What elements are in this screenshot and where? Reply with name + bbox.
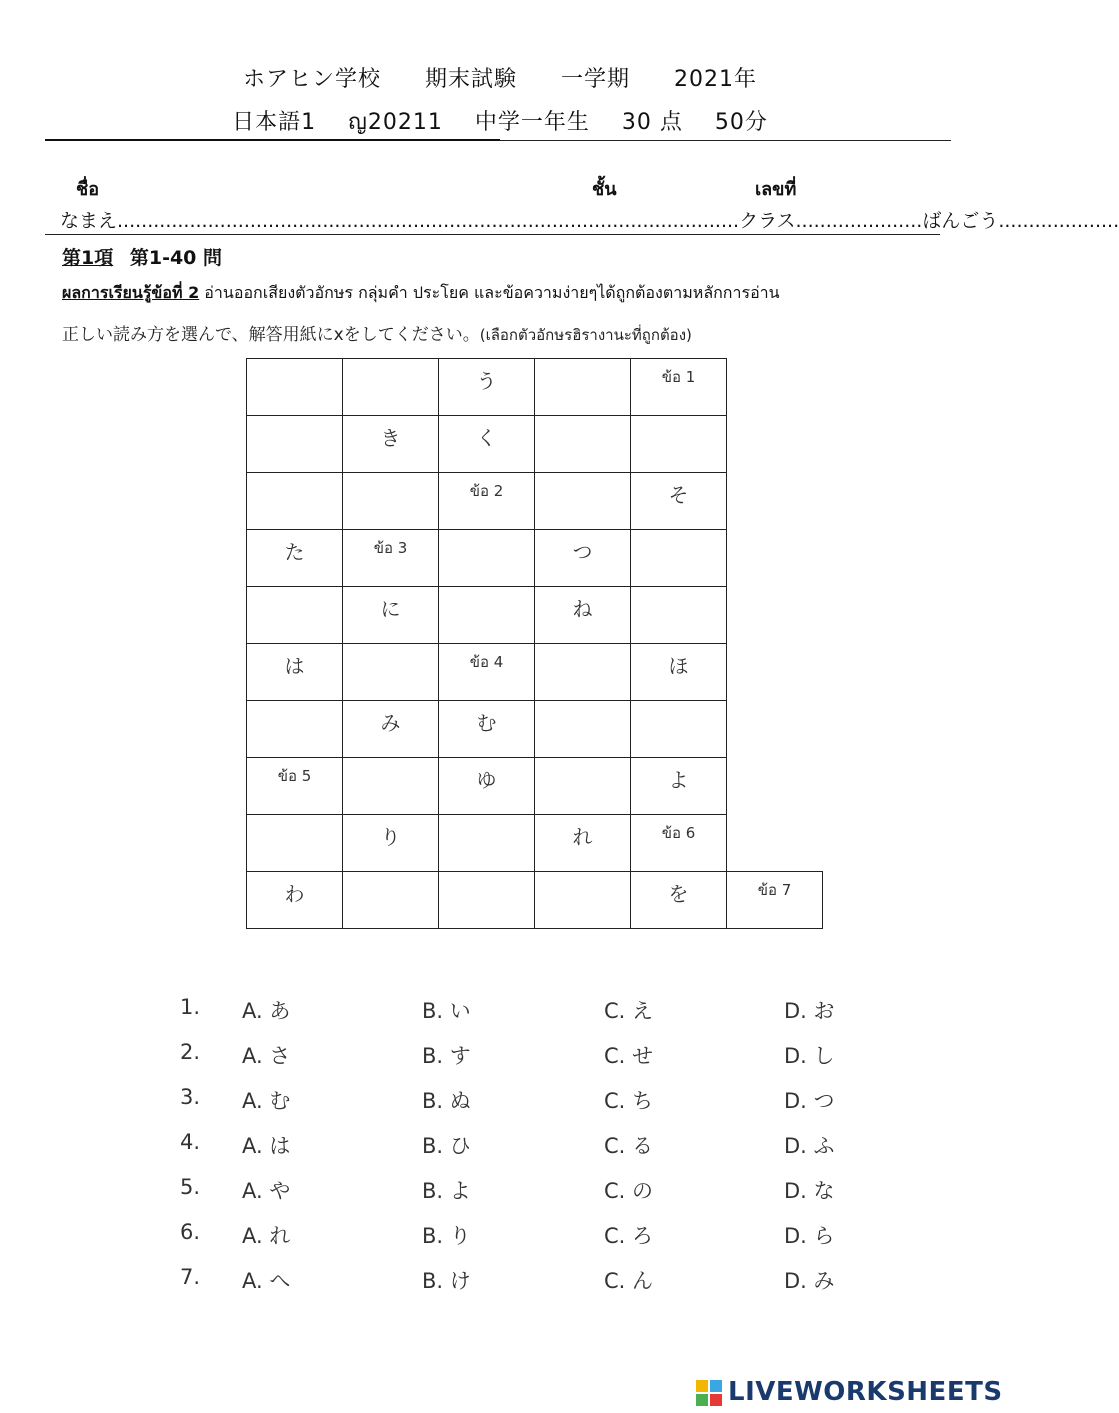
grid-row — [247, 872, 823, 929]
section-title: 第1項 — [62, 247, 114, 269]
logo-text: LIVEWORKSHEETS — [728, 1377, 1003, 1407]
grid-empty-space — [727, 416, 823, 473]
grid-cell — [439, 872, 535, 929]
grid-cell: に — [343, 587, 439, 644]
choice-c[interactable]: C. ろ — [604, 1224, 654, 1248]
course-code: ญ20211 — [348, 110, 443, 135]
grid-empty-space — [727, 530, 823, 587]
question-number: 2. — [180, 1040, 201, 1064]
grid-empty-space — [727, 587, 823, 644]
grid-cell — [631, 530, 727, 587]
instruction-th: (เลือกตัวอักษรฮิรางานะที่ถูกต้อง) — [479, 326, 692, 344]
points: 30 点 — [621, 110, 683, 135]
grid-cell — [535, 359, 631, 416]
choice-a[interactable]: A. む — [242, 1089, 291, 1113]
exam-name: 期末試験 — [424, 67, 517, 92]
grid-cell: ข้อ 1 — [631, 359, 727, 416]
question-row — [180, 1215, 880, 1260]
grid-cell: う — [439, 359, 535, 416]
choice-b[interactable]: B. す — [422, 1044, 471, 1068]
grid-empty-space — [727, 473, 823, 530]
grid-row — [247, 701, 823, 758]
objective-text: อ่านออกเสียงตัวอักษร กลุ่มคำ ประโยค และข้อความง่ายๆได้ถูกต้องตามหลักการอ่าน — [199, 283, 780, 302]
question-number: 3. — [180, 1085, 201, 1109]
grid-cell: よ — [631, 758, 727, 815]
choice-c[interactable]: C. ん — [604, 1269, 654, 1293]
choice-b[interactable]: B. ぬ — [422, 1089, 471, 1113]
question-row — [180, 1260, 880, 1305]
grid-cell: ข้อ 2 — [439, 473, 535, 530]
choice-a[interactable]: A. は — [242, 1134, 291, 1158]
choice-a[interactable]: A. や — [242, 1179, 291, 1203]
choice-d[interactable]: D. し — [784, 1044, 835, 1068]
grid-cell: き — [343, 416, 439, 473]
choice-c[interactable]: C. え — [604, 999, 654, 1023]
hiragana-grid — [246, 358, 823, 929]
grid-cell — [631, 587, 727, 644]
grid-empty-space — [727, 359, 823, 416]
grid-cell — [631, 416, 727, 473]
grid-cell: ゆ — [439, 758, 535, 815]
exam-header-line2 — [0, 104, 1000, 139]
grid-row — [247, 758, 823, 815]
grid-cell: ほ — [631, 644, 727, 701]
grid-cell — [535, 416, 631, 473]
choice-d[interactable]: D. ら — [784, 1224, 835, 1248]
grid-cell: わ — [247, 872, 343, 929]
grid-empty-space — [727, 644, 823, 701]
choice-d[interactable]: D. つ — [784, 1089, 835, 1113]
grid-cell — [343, 473, 439, 530]
year: 2021年 — [674, 67, 758, 92]
choice-d[interactable]: D. み — [784, 1269, 835, 1293]
grid-row — [247, 530, 823, 587]
section-heading — [62, 243, 222, 270]
grid-cell — [247, 815, 343, 872]
info-divider — [45, 234, 940, 235]
grid-row — [247, 587, 823, 644]
grid-cell — [247, 416, 343, 473]
grid-row — [247, 359, 823, 416]
instruction-jp: 正しい読み方を選んで、解答用紙にxをしてください。 — [62, 325, 480, 345]
grid-cell — [535, 872, 631, 929]
section-range: 第1-40 問 — [129, 247, 223, 269]
choice-a[interactable]: A. へ — [242, 1269, 291, 1293]
student-info-row[interactable]: なまえ.......................................................................................................クラス.....................ばんごう.................... — [60, 210, 1119, 232]
grid-cell: り — [343, 815, 439, 872]
choice-b[interactable]: B. り — [422, 1224, 471, 1248]
grid-cell — [631, 701, 727, 758]
grid-cell — [247, 701, 343, 758]
choice-a[interactable]: A. さ — [242, 1044, 291, 1068]
grid-row — [247, 644, 823, 701]
grid-cell: つ — [535, 530, 631, 587]
grid-cell: ข้อ 7 — [727, 872, 823, 929]
question-row — [180, 990, 880, 1035]
choice-c[interactable]: C. の — [604, 1179, 654, 1203]
grid-cell — [343, 644, 439, 701]
grid-cell — [247, 473, 343, 530]
grade-level: 中学一年生 — [474, 110, 590, 135]
grid-row — [247, 473, 823, 530]
duration: 50分 — [714, 110, 768, 135]
grid-cell — [439, 815, 535, 872]
grid-cell: ข้อ 5 — [247, 758, 343, 815]
answer-choices — [180, 990, 880, 1305]
subject: 日本語1 — [232, 110, 317, 135]
term: 一学期 — [561, 67, 631, 92]
learning-objective — [62, 281, 780, 306]
grid-cell: ข้อ 3 — [343, 530, 439, 587]
exam-header-line1 — [0, 62, 1000, 93]
question-row — [180, 1035, 880, 1080]
choice-b[interactable]: B. け — [422, 1269, 471, 1293]
choice-a[interactable]: A. あ — [242, 999, 291, 1023]
grid-cell: れ — [535, 815, 631, 872]
question-row — [180, 1080, 880, 1125]
question-number: 6. — [180, 1220, 201, 1244]
number-label-th: เลขที่ — [755, 179, 797, 200]
grid-cell: ข้อ 6 — [631, 815, 727, 872]
grid-cell — [535, 473, 631, 530]
choice-d[interactable]: D. な — [784, 1179, 835, 1203]
grid-cell: む — [439, 701, 535, 758]
choice-b[interactable]: B. ひ — [422, 1134, 471, 1158]
choice-b[interactable]: B. い — [422, 999, 471, 1023]
question-number: 4. — [180, 1130, 201, 1154]
grid-cell — [343, 758, 439, 815]
school-name: ホアヒン学校 — [242, 67, 381, 92]
grid-cell: ね — [535, 587, 631, 644]
logo-blocks-icon — [696, 1380, 722, 1406]
grid-cell — [535, 701, 631, 758]
choice-c[interactable]: C. せ — [604, 1044, 654, 1068]
choice-c[interactable]: C. ち — [604, 1089, 654, 1113]
grid-cell — [247, 359, 343, 416]
grid-cell — [439, 587, 535, 644]
grid-cell — [343, 359, 439, 416]
choice-d[interactable]: D. お — [784, 999, 835, 1023]
question-number: 5. — [180, 1175, 201, 1199]
instruction — [62, 320, 692, 347]
grid-cell — [439, 530, 535, 587]
choice-b[interactable]: B. よ — [422, 1179, 471, 1203]
grid-empty-space — [727, 758, 823, 815]
question-number: 1. — [180, 995, 201, 1019]
grid-cell: を — [631, 872, 727, 929]
grid-empty-space — [727, 815, 823, 872]
grid-cell — [343, 872, 439, 929]
header-divider-bold — [45, 139, 500, 141]
objective-label: ผลการเรียนรู้ข้อที่ 2 — [62, 283, 200, 302]
grid-cell: た — [247, 530, 343, 587]
grid-row — [247, 815, 823, 872]
grid-cell — [247, 587, 343, 644]
grid-cell: そ — [631, 473, 727, 530]
grid-cell: み — [343, 701, 439, 758]
choice-d[interactable]: D. ふ — [784, 1134, 835, 1158]
choice-a[interactable]: A. れ — [242, 1224, 291, 1248]
grid-empty-space — [727, 701, 823, 758]
grid-cell — [535, 758, 631, 815]
grid-cell: く — [439, 416, 535, 473]
choice-c[interactable]: C. る — [604, 1134, 654, 1158]
question-number: 7. — [180, 1265, 201, 1289]
class-label-th: ชั้น — [592, 179, 617, 200]
question-row — [180, 1170, 880, 1215]
grid-cell: ข้อ 4 — [439, 644, 535, 701]
question-row — [180, 1125, 880, 1170]
grid-row — [247, 416, 823, 473]
name-label-th: ชื่อ — [76, 179, 100, 200]
grid-cell — [535, 644, 631, 701]
grid-cell: は — [247, 644, 343, 701]
